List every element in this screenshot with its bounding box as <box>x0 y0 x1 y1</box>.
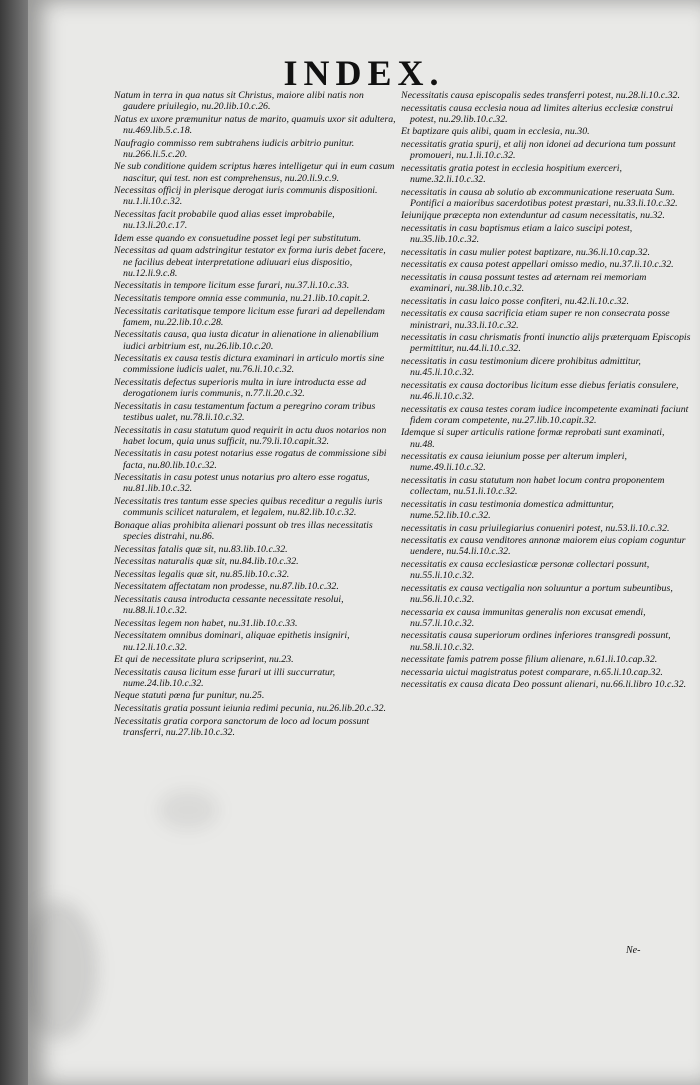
right-index-column <box>401 90 691 692</box>
index-entry: necessitatis ex causa testes coram iudice incompetente examinati faciunt fidem coram competente, nu.27.lib.10.capit.32. <box>401 403 689 426</box>
index-entry: necessitatis ex causa sacrificia etiam super re non consecrata posse ministrari, nu.33.li.10.c.32. <box>401 308 670 331</box>
index-entry: necessitatis ex causa ecclesiasticæ personæ collectari possunt, nu.55.li.10.c.32. <box>401 558 650 582</box>
index-entry: Necessitatem affectatam non prodesse, nu.87.lib.10.c.32. <box>114 581 339 593</box>
index-entry: Necessitatis causa licitum esse furari ut illi succurratur, nume.24.lib.10.c.32. <box>114 666 336 689</box>
index-entry: Necessitatis in casu potest notarius esse rogatus de commissione sibi facta, nu.80.lib.10.c.32. <box>114 448 387 471</box>
index-entry: Necessitas legalis quæ sit, nu.85.lib.10.c.32. <box>114 568 290 580</box>
left-index-column <box>114 90 396 739</box>
index-entry: necessitatis causa superiorum ordines inferiores transgredi possunt, nu.58.li.10.c.32. <box>401 630 671 653</box>
index-entry: necessaria ex causa immunitas generalis non excusat emendi, nu.57.li.10.c.32. <box>401 606 646 629</box>
index-entry: Idemque si super articulis ratione formæ reprobati sunt examinati, nu.48. <box>401 427 665 450</box>
index-entry: necessitatis in casu mulier potest baptizare, nu.36.li.10.cap.32. <box>401 246 650 258</box>
index-entry: Necessitas facit probabile quod alias esset improbabile, nu.13.li.20.c.17. <box>114 208 335 232</box>
index-entry: necessitatis ex causa potest appellari omisso medio, nu.37.li.10.c.32. <box>401 259 674 271</box>
index-entry: Ieiunijque præcepta non extenduntur ad casum necessitatis, nu.32. <box>401 210 665 222</box>
index-entry: necessitatis in casu baptismus etiam a laico suscipi potest, nu.35.lib.10.c.32. <box>401 222 633 246</box>
index-entry: necessitatis gratia spurij, et alij non idonei ad decuriona tum possunt promoueri, nu.1.li.10.c.32. <box>401 138 676 162</box>
index-entry: necessitatis ex causa vectigalia non soluuntur a portum subeuntibus, nu.56.li.10.c.32. <box>401 582 673 605</box>
index-entry: necessitatis in casu priuilegiarius conueniri potest, nu.53.li.10.c.32. <box>401 522 670 534</box>
index-entry: Necessitatis defectus superioris multa in iure introducta esse ad derogationem iuris communis, n.77.li.20.c.32. <box>114 376 367 400</box>
catchword: Ne- <box>626 945 641 956</box>
book-gutter <box>0 0 28 1085</box>
index-entry: Necessitatis gratia corpora sanctorum de loco ad locum possunt transferri, nu.27.lib.10.c.32. <box>114 715 370 738</box>
index-entry: Necessitatem omnibus dominari, aliquae epithetis insigniri, nu.12.li.10.c.32. <box>114 630 350 653</box>
index-entry: necessitatis in casu statutum non habet locum contra proponentem collectam, nu.51.li.10.c.32. <box>401 474 665 498</box>
page-header: INDEX. <box>283 53 445 93</box>
index-entry: Natus ex uxore præmunitur natus de marito, quamuis uxor sit adultera, nu.469.lib.5.c.18. <box>114 113 396 136</box>
index-entry: Necessitatis tres tantum esse species quibus receditur a regulis iuris communis scilicet naturalem, et legalem, nu.82.lib.10.c.32. <box>114 495 383 519</box>
index-entry: necessitatis in casu chrismatis fronti inunctio alijs præterquam Episcopis permittitur, nu.44.li.10.c.32. <box>401 332 691 355</box>
index-entry: necessitatis in causa possunt testes ad æternam rei memoriam examinari, nu.38.lib.10.c.32. <box>401 271 647 295</box>
index-entry: Necessitatis in casu potest unus notarius pro altero esse rogatus, nu.81.lib.10.c.32. <box>114 472 370 495</box>
index-entry: necessitatis in casu laico posse confiteri, nu.42.li.10.c.32. <box>401 295 629 307</box>
index-entry: necessitatis ex causa doctoribus licitum esse diebus feriatis consulere, nu.46.li.10.c.32. <box>401 379 679 402</box>
index-entry: necessitatis gratia potest in ecclesia hospitium exerceri, nume.32.li.10.c.32. <box>401 162 622 185</box>
index-entry: Bonaque alias prohibita alienari possunt ob tres illas necessitatis species distrahi, nu.86. <box>114 519 373 542</box>
index-entry: necessaria uictui magistratus potest comparare, n.65.li.10.cap.32. <box>401 666 663 678</box>
page-stain <box>28 900 98 1040</box>
index-entry: Et baptizare quis alibi, quam in ecclesia, nu.30. <box>401 126 590 138</box>
page-stain <box>158 790 218 830</box>
index-entry: necessitatis in causa ab solutio ab excommunicatione reseruata Sum. Pontifici a maioribus sacerdotibus potest præstari, nu.33.li.10.c.32. <box>401 186 678 209</box>
index-entry: Necessitas officij in plerisque derogat iuris communis dispositioni. nu.1.li.10.c.32. <box>114 185 378 208</box>
index-entry: Necessitas ad quam adstringitur testator ex forma iuris debet facere, ne facilius debeat interpretatione adiuuari eius dispositio, nu.12.li.9.c.8. <box>114 245 386 279</box>
index-entry: Natum in terra in qua natus sit Christus, maiore alibi natis non gaudere priuilegio, nu.20.lib.10.c.26. <box>114 90 364 113</box>
index-entry: Ne sub conditione quidem scriptus hæres intelligetur qui in eum casum nascitur, qui test. non est comprehensus, nu.20.li.9.c.9. <box>114 161 395 184</box>
index-entry: Naufragio commisso rem subtrahens iudicis arbitrio punitur. nu.266.li.5.c.20. <box>114 137 355 160</box>
index-entry: necessitatis in casu testimonium dicere prohibitus admittitur, nu.45.li.10.c.32. <box>401 355 641 379</box>
index-entry: Necessitatis in tempore licitum esse furari, nu.37.li.10.c.33. <box>114 280 350 292</box>
index-entry: Necessitatis tempore omnia esse communia, nu.21.lib.10.capit.2. <box>114 292 370 304</box>
index-entry: Necessitatis causa episcopalis sedes transferri potest, nu.28.li.10.c.32. <box>401 90 680 101</box>
index-entry: Neque statuti pœna fur punitur, nu.25. <box>114 690 265 702</box>
index-entry: necessitatis in casu testimonia domestica admittuntur, nume.52.lib.10.c.32. <box>401 498 614 521</box>
index-entry: necessitatis ex causa venditores annonæ maiorem eius copiam coguntur uendere, nu.54.li.10.c.32. <box>401 535 686 558</box>
index-entry: Idem esse quando ex consuetudine posset legi per substitutum. <box>114 232 362 244</box>
index-entry: Necessitas legem non habet, nu.31.lib.10.c.33. <box>114 617 298 629</box>
index-entry: necessitatis ex causa dicata Deo possunt alienari, nu.66.li.libro 10.c.32. <box>401 679 687 691</box>
index-entry: Necessitatis in casu statutum quod requirit in actu duos notarios non habet locum, quia unus sufficit, nu.79.li.10.capit.32. <box>114 424 387 447</box>
book-page <box>28 0 700 1085</box>
index-entry: Necessitatis caritatisque tempore licitum esse furari ad depellendam famem, nu.22.lib.10.c.28. <box>114 305 385 328</box>
index-entry: necessitatis causa ecclesia noua ad limites alterius ecclesiæ construi potest, nu.29.lib.10.c.32. <box>401 102 674 125</box>
index-entry: Et qui de necessitate plura scripserint, nu.23. <box>114 654 294 666</box>
index-entry: Necessitatis causa introducta cessante necessitate resolui, nu.88.li.10.c.32. <box>114 593 344 617</box>
index-entry: necessitate famis patrem posse filium alienare, n.61.li.10.cap.32. <box>401 654 658 666</box>
index-entry: Necessitatis in casu testamentum factum a peregrino coram tribus testibus ualet, nu.78.li.10.c.32. <box>114 400 376 423</box>
index-entry: necessitatis ex causa ieiunium posse per alterum impleri, nume.49.li.10.c.32. <box>401 451 627 474</box>
index-entry: Necessitas fatalis quæ sit, nu.83.lib.10.c.32. <box>114 543 288 555</box>
index-entry: Necessitas naturalis quæ sit, nu.84.lib.10.c.32. <box>114 556 299 568</box>
index-entry: Necessitatis causa, qua iusta dicatur in alienatione in alienabilium iudici arbitrium est, nu.26.lib.10.c.20. <box>114 329 379 352</box>
index-entry: Necessitatis ex causa testis dictura examinari in articulo mortis sine commissione iudicis ualet, nu.76.li.10.c.32. <box>114 353 385 376</box>
index-entry: Necessitatis gratia possunt ieiunia redimi pecunia, nu.26.lib.20.c.32. <box>114 703 387 715</box>
